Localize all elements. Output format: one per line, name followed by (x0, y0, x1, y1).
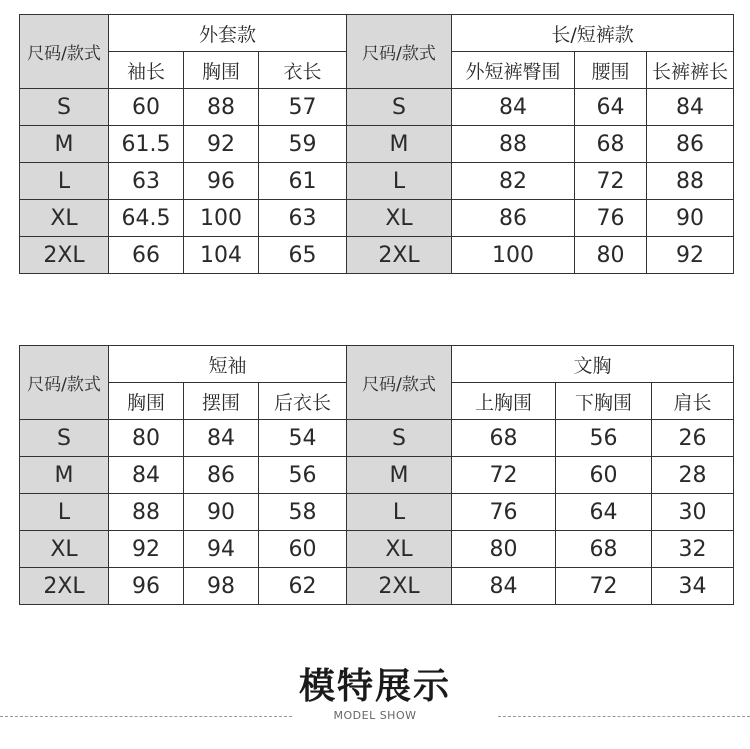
table-cell: 88 (647, 163, 734, 200)
table-row (20, 237, 734, 274)
table-cell: 72 (575, 163, 647, 200)
table-cell: 60 (109, 89, 184, 126)
table-cell: 68 (452, 420, 556, 457)
table-cell: 56 (556, 420, 652, 457)
section-title: 模特展示 (298, 666, 451, 707)
table-cell: 90 (647, 200, 734, 237)
size-label: S (347, 89, 452, 126)
column-header: 衣长 (259, 52, 347, 89)
size-label: 2XL (20, 568, 109, 605)
table-row (20, 494, 734, 531)
table-cell: 88 (109, 494, 184, 531)
group-title-left: 短袖 (109, 346, 347, 383)
column-header: 袖长 (109, 52, 184, 89)
table-row (20, 568, 734, 605)
size-label: M (20, 126, 109, 163)
table-cell: 82 (452, 163, 575, 200)
table-row (20, 457, 734, 494)
table-cell: 68 (556, 531, 652, 568)
size-label: L (347, 494, 452, 531)
table-cell: 64 (556, 494, 652, 531)
table-cell: 72 (556, 568, 652, 605)
table-cell: 76 (452, 494, 556, 531)
table-cell: 60 (259, 531, 347, 568)
divider-right (498, 716, 750, 717)
section-subtitle: MODEL SHOW (333, 709, 417, 722)
size-chart-table-outerwear-pants (19, 14, 734, 274)
table-row (20, 163, 734, 200)
table-cell: 54 (259, 420, 347, 457)
table-cell: 90 (184, 494, 259, 531)
table-cell: 92 (109, 531, 184, 568)
corner-label: 尺码/款式 (20, 15, 109, 89)
table-cell: 59 (259, 126, 347, 163)
column-header: 后衣长 (259, 383, 347, 420)
size-label: M (20, 457, 109, 494)
table-cell: 88 (184, 89, 259, 126)
size-label: L (20, 494, 109, 531)
table-cell: 58 (259, 494, 347, 531)
table-cell: 100 (184, 200, 259, 237)
table-row (20, 531, 734, 568)
column-header: 胸围 (184, 52, 259, 89)
table-cell: 88 (452, 126, 575, 163)
table-cell: 61 (259, 163, 347, 200)
size-label: M (347, 126, 452, 163)
size-label: 2XL (20, 237, 109, 274)
size-label: S (347, 420, 452, 457)
table-cell: 84 (109, 457, 184, 494)
table-cell: 60 (556, 457, 652, 494)
size-label: 2XL (347, 237, 452, 274)
column-header: 摆围 (184, 383, 259, 420)
table-cell: 61.5 (109, 126, 184, 163)
table-cell: 66 (109, 237, 184, 274)
size-label: L (347, 163, 452, 200)
table-cell: 84 (452, 89, 575, 126)
table-cell: 30 (652, 494, 734, 531)
table-cell: 57 (259, 89, 347, 126)
group-title-right: 长/短裤款 (452, 15, 734, 52)
table-cell: 80 (575, 237, 647, 274)
table-cell: 65 (259, 237, 347, 274)
table-cell: 86 (184, 457, 259, 494)
size-label: XL (347, 200, 452, 237)
size-label: S (20, 89, 109, 126)
column-header: 胸围 (109, 383, 184, 420)
table-cell: 98 (184, 568, 259, 605)
size-chart-table-tee-bra (19, 345, 734, 605)
table-cell: 63 (259, 200, 347, 237)
table-cell: 80 (109, 420, 184, 457)
table-cell: 56 (259, 457, 347, 494)
table-cell: 96 (184, 163, 259, 200)
table-cell: 84 (647, 89, 734, 126)
table-cell: 32 (652, 531, 734, 568)
table-cell: 100 (452, 237, 575, 274)
size-label: XL (347, 531, 452, 568)
corner-label: 尺码/款式 (347, 346, 452, 420)
size-label: XL (20, 531, 109, 568)
table-cell: 28 (652, 457, 734, 494)
table-row (20, 420, 734, 457)
size-label: M (347, 457, 452, 494)
table-cell: 80 (452, 531, 556, 568)
size-label: XL (20, 200, 109, 237)
group-title-left: 外套款 (109, 15, 347, 52)
corner-label: 尺码/款式 (347, 15, 452, 89)
size-label: 2XL (347, 568, 452, 605)
table-cell: 84 (452, 568, 556, 605)
table-row (20, 89, 734, 126)
column-header: 外短裤臀围 (452, 52, 575, 89)
table-cell: 94 (184, 531, 259, 568)
table-cell: 26 (652, 420, 734, 457)
table-row (20, 200, 734, 237)
table-cell: 34 (652, 568, 734, 605)
table-cell: 63 (109, 163, 184, 200)
column-header: 长裤裤长 (647, 52, 734, 89)
group-title-right: 文胸 (452, 346, 734, 383)
size-label: S (20, 420, 109, 457)
table-cell: 92 (647, 237, 734, 274)
table-cell: 96 (109, 568, 184, 605)
table-cell: 62 (259, 568, 347, 605)
table-cell: 92 (184, 126, 259, 163)
table-cell: 104 (184, 237, 259, 274)
table-cell: 72 (452, 457, 556, 494)
table-cell: 86 (647, 126, 734, 163)
table-cell: 84 (184, 420, 259, 457)
table-row (20, 126, 734, 163)
column-header: 腰围 (575, 52, 647, 89)
table-cell: 86 (452, 200, 575, 237)
corner-label: 尺码/款式 (20, 346, 109, 420)
column-header: 上胸围 (452, 383, 556, 420)
size-label: L (20, 163, 109, 200)
column-header: 下胸围 (556, 383, 652, 420)
table-cell: 68 (575, 126, 647, 163)
column-header: 肩长 (652, 383, 734, 420)
table-cell: 76 (575, 200, 647, 237)
table-cell: 64 (575, 89, 647, 126)
table-cell: 64.5 (109, 200, 184, 237)
